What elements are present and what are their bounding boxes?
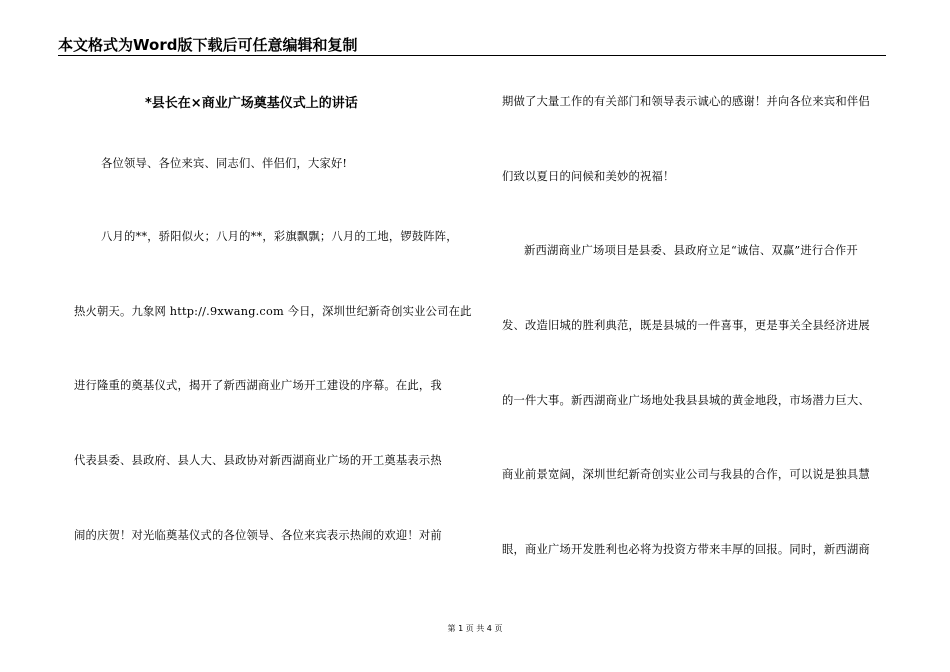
paragraph-line: 们致以夏日的问候和美妙的祝福！ bbox=[502, 170, 675, 183]
paragraph-line: 八月的**，骄阳似火；八月的**，彩旗飘飘；八月的工地，锣鼓阵阵， bbox=[101, 230, 458, 243]
paragraph-line: 眼，商业广场开发胜利也必将为投资方带来丰厚的回报。同时，新西湖商 bbox=[502, 543, 870, 556]
paragraph-line: 各位领导、各位来宾、同志们、伴侣们，大家好! bbox=[101, 157, 348, 170]
paragraph-line: 的一件大事。新西湖商业广场地处我县县城的黄金地段，市场潜力巨大、 bbox=[502, 394, 870, 407]
paragraph-line: 商业前景宽阔，深圳世纪新奇创实业公司与我县的合作，可以说是独具慧 bbox=[502, 468, 870, 481]
paragraph-line: 进行隆重的奠基仪式，揭开了新西湖商业广场开工建设的序幕。在此，我 bbox=[74, 379, 442, 392]
paragraph-line: 新西湖商业广场项目是县委、县政府立足“诚信、双赢”进行合作开 bbox=[524, 244, 858, 257]
paragraph-line: 热火朝天。九象网 http://.9xwang.com 今日，深圳世纪新奇创实业公司在此 bbox=[74, 305, 472, 318]
paragraph-line: 发、改造旧城的胜利典范，既是县城的一件喜事，更是事关全县经济进展 bbox=[502, 319, 870, 332]
paragraph-line: 闹的庆贺！对光临奠基仪式的各位领导、各位来宾表示热闹的欢迎！对前 bbox=[74, 529, 442, 542]
document-title: *县长在×商业广场奠基仪式上的讲话 bbox=[145, 96, 358, 111]
paragraph-line: 期做了大量工作的有关部门和领导表示诚心的感谢！并向各位来宾和伴侣 bbox=[502, 95, 870, 108]
page-number: 第 1 页 共 4 页 bbox=[447, 624, 503, 633]
download-banner: 本文格式为Word版下载后可任意编辑和复制 bbox=[58, 36, 358, 54]
paragraph-line: 代表县委、县政府、县人大、县政协对新西湖商业广场的开工奠基表示热 bbox=[74, 454, 442, 467]
banner-divider bbox=[58, 55, 886, 56]
